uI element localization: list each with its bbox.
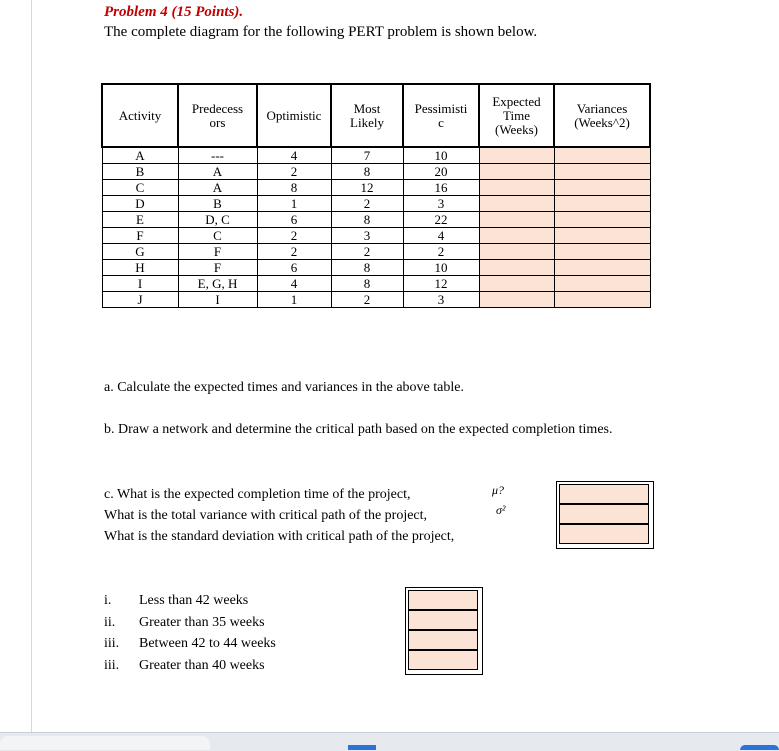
list-item xyxy=(104,612,276,634)
table-row xyxy=(102,196,650,212)
cell-variance-answer[interactable] xyxy=(554,292,650,308)
cell-predecessors: --- xyxy=(178,147,257,164)
list-item-number: i. xyxy=(104,593,112,608)
cell-most-likely: 2 xyxy=(331,196,403,212)
cell-most-likely: 8 xyxy=(331,212,403,228)
answer-box-group-probabilities xyxy=(405,587,483,675)
list-item xyxy=(104,655,276,677)
taskbar-corner-indicator xyxy=(740,745,779,750)
cell-optimistic: 8 xyxy=(257,180,331,196)
list-item-number: iii. xyxy=(104,657,120,673)
cell-expected-time-answer[interactable] xyxy=(479,147,554,164)
cell-optimistic: 2 xyxy=(257,228,331,244)
cell-variance-answer[interactable] xyxy=(554,147,650,164)
list-item-text: Between 42 to 44 weeks xyxy=(139,636,276,651)
table-row xyxy=(102,276,650,292)
cell-predecessors: A xyxy=(178,180,257,196)
mu-symbol: μ? xyxy=(492,483,505,497)
cell-expected-time-answer[interactable] xyxy=(479,244,554,260)
table-row xyxy=(102,180,650,196)
cell-pessimistic: 10 xyxy=(403,147,479,164)
answer-box-prob-2[interactable] xyxy=(408,610,478,630)
problem-subtitle: The complete diagram for the following PERT problem is shown below. xyxy=(104,24,538,40)
cell-expected-time-answer[interactable] xyxy=(479,212,554,228)
problem-title: Problem 4 (15 Points). xyxy=(104,4,244,20)
question-c-line2: What is the total variance with critical path of the project, xyxy=(104,508,428,523)
question-b: b. Draw a network and determine the critical path based on the expected completion times. xyxy=(104,422,613,437)
list-item-text: Greater than 35 weeks xyxy=(139,614,265,630)
cell-expected-time-answer[interactable] xyxy=(479,276,554,292)
header-variances: Variances (Weeks^2) xyxy=(554,84,650,147)
answer-box-prob-4[interactable] xyxy=(408,650,478,670)
cell-expected-time-answer[interactable] xyxy=(479,260,554,276)
header-activity: Activity xyxy=(102,84,178,147)
answer-box-expected-time[interactable] xyxy=(559,484,649,504)
cell-activity: A xyxy=(102,147,178,164)
cell-pessimistic: 3 xyxy=(403,196,479,212)
table-row xyxy=(102,147,650,164)
cell-most-likely: 7 xyxy=(331,147,403,164)
cell-expected-time-answer[interactable] xyxy=(479,228,554,244)
cell-activity: B xyxy=(102,164,178,180)
list-item xyxy=(104,633,276,655)
table-row xyxy=(102,164,650,180)
cell-pessimistic: 10 xyxy=(403,260,479,276)
cell-pessimistic: 16 xyxy=(403,180,479,196)
cell-activity: I xyxy=(102,276,178,292)
header-expected-time: Expected Time (Weeks) xyxy=(479,84,554,147)
cell-activity: D xyxy=(102,196,178,212)
header-pessimistic: Pessimisti c xyxy=(403,84,479,147)
cell-pessimistic: 2 xyxy=(403,244,479,260)
cell-pessimistic: 4 xyxy=(403,228,479,244)
cell-pessimistic: 20 xyxy=(403,164,479,180)
cell-optimistic: 4 xyxy=(257,147,331,164)
cell-most-likely: 3 xyxy=(331,228,403,244)
table-row xyxy=(102,260,650,276)
cell-most-likely: 2 xyxy=(331,244,403,260)
answer-box-prob-3[interactable] xyxy=(408,630,478,650)
cell-optimistic: 6 xyxy=(257,212,331,228)
header-most-likely: Most Likely xyxy=(331,84,403,147)
table-row xyxy=(102,212,650,228)
answer-box-prob-1[interactable] xyxy=(408,590,478,610)
cell-variance-answer[interactable] xyxy=(554,196,650,212)
cell-activity: F xyxy=(102,228,178,244)
cell-variance-answer[interactable] xyxy=(554,260,650,276)
cell-predecessors: D, C xyxy=(178,212,257,228)
cell-most-likely: 2 xyxy=(331,292,403,308)
cell-optimistic: 4 xyxy=(257,276,331,292)
list-item xyxy=(104,590,276,612)
cell-predecessors: F xyxy=(178,260,257,276)
cell-optimistic: 1 xyxy=(257,292,331,308)
page-left-border xyxy=(31,0,32,732)
cell-most-likely: 8 xyxy=(331,164,403,180)
question-a: a. Calculate the expected times and variances in the above table. xyxy=(104,380,464,395)
cell-activity: J xyxy=(102,292,178,308)
cell-variance-answer[interactable] xyxy=(554,164,650,180)
cell-optimistic: 2 xyxy=(257,244,331,260)
list-item-text: Less than 42 weeks xyxy=(139,593,249,608)
question-c xyxy=(104,484,454,547)
cell-predecessors: F xyxy=(178,244,257,260)
cell-pessimistic: 3 xyxy=(403,292,479,308)
cell-predecessors: E, G, H xyxy=(178,276,257,292)
header-optimistic: Optimistic xyxy=(257,84,331,147)
answer-box-group-c xyxy=(556,481,654,549)
cell-expected-time-answer[interactable] xyxy=(479,292,554,308)
list-item-number: ii. xyxy=(104,614,116,630)
cell-expected-time-answer[interactable] xyxy=(479,196,554,212)
cell-pessimistic: 12 xyxy=(403,276,479,292)
taskbar-tab[interactable] xyxy=(0,736,210,750)
cell-activity: E xyxy=(102,212,178,228)
table-row xyxy=(102,292,650,308)
cell-variance-answer[interactable] xyxy=(554,244,650,260)
cell-predecessors: B xyxy=(178,196,257,212)
cell-variance-answer[interactable] xyxy=(554,276,650,292)
cell-activity: H xyxy=(102,260,178,276)
table-row xyxy=(102,244,650,260)
pert-table xyxy=(101,83,651,308)
cell-most-likely: 8 xyxy=(331,260,403,276)
cell-variance-answer[interactable] xyxy=(554,228,650,244)
cell-predecessors: I xyxy=(178,292,257,308)
cell-most-likely: 12 xyxy=(331,180,403,196)
question-c-line3: What is the standard deviation with critical path of the project, xyxy=(104,529,455,544)
cell-optimistic: 6 xyxy=(257,260,331,276)
cell-predecessors: C xyxy=(178,228,257,244)
list-item-text: Greater than 40 weeks xyxy=(139,657,265,673)
cell-expected-time-answer[interactable] xyxy=(479,180,554,196)
question-c-line1: c. What is the expected completion time of the project, xyxy=(104,487,411,502)
cell-variance-answer[interactable] xyxy=(554,180,650,196)
probability-list xyxy=(104,590,276,676)
taskbar-active-indicator xyxy=(348,745,376,750)
table-header-row xyxy=(102,84,650,147)
table-row xyxy=(102,228,650,244)
cell-activity: G xyxy=(102,244,178,260)
cell-optimistic: 2 xyxy=(257,164,331,180)
cell-predecessors: A xyxy=(178,164,257,180)
cell-activity: C xyxy=(102,180,178,196)
list-item-number: iii. xyxy=(104,636,120,651)
cell-pessimistic: 22 xyxy=(403,212,479,228)
cell-optimistic: 1 xyxy=(257,196,331,212)
answer-box-std-dev[interactable] xyxy=(559,524,649,544)
cell-expected-time-answer[interactable] xyxy=(479,164,554,180)
cell-most-likely: 8 xyxy=(331,276,403,292)
sigma-squared-symbol: σ² xyxy=(496,503,506,517)
header-predecessors: Predecess ors xyxy=(178,84,257,147)
answer-box-total-variance[interactable] xyxy=(559,504,649,524)
cell-variance-answer[interactable] xyxy=(554,212,650,228)
